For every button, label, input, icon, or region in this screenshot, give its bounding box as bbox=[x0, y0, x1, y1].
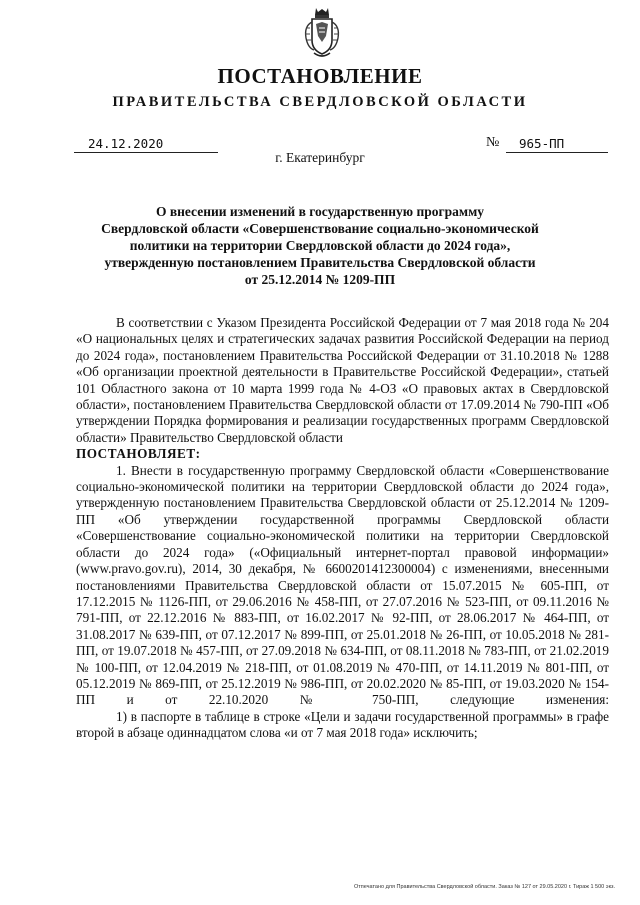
heading-line: политики на территории Свердловской области до 2024 года», bbox=[129, 238, 511, 253]
document-date: 24.12.2020 bbox=[88, 136, 164, 151]
coat-of-arms-icon bbox=[302, 6, 342, 60]
item-1-1-paragraph: 1) в паспорте в таблице в строке «Цели и задачи государственной программы» в графе второй в абзаце одиннадцатом слова «и от 7 мая 2018 года» исключить; bbox=[76, 708, 609, 741]
print-footer-note: Отпечатано для Правительства Свердловской области. Заказ № 127 от 29.05.2020 г. Тираж 1 500 экз. bbox=[354, 884, 616, 890]
heading-line: О внесении изменений в государственную программу bbox=[155, 204, 485, 219]
document-heading bbox=[80, 203, 560, 288]
preamble-paragraph: В соответствии с Указом Президента Российской Федерации от 7 мая 2018 года № 204 «О национальных целях и стратегических задачах развития Российской Федерации на период до 2024 года», постановлением Правительства Российской Федерации от 31.10.2018 № 1288 «Об организации проектной деятельности в Правительстве Российской Федерации», статьей 101 Областного закона от 10 марта 1999 года № 4-ОЗ «О правовых актах в Свердловской области», постановлением Правительства Свердловской области от 17.09.2014 № 790-ПП «Об утверждении Порядка формирования и реализации государственных программ Свердловской области» Правительство Свердловской области bbox=[76, 315, 609, 445]
number-label: № bbox=[486, 135, 500, 150]
document-body bbox=[76, 315, 609, 742]
heading-line: утвержденную постановлением Правительства Свердловской области bbox=[104, 255, 536, 270]
heading-line: от 25.12.2014 № 1209-ПП bbox=[244, 272, 396, 287]
heading-line: Свердловской области «Совершенствование социально-экономической bbox=[101, 221, 539, 236]
item-1-paragraph: 1. Внести в государственную программу Свердловской области «Совершенствование социально-экономической политики на территории Свердловской области до 2024 года», утвержденную постановлением Правительства Свердловской области от 25.12.2014 № 1209-ПП «Об утверждении государственной программы Свердловской области «Совершенствование социально-экономической политики на территории Свердловской области до 2024 года» («Официальный интернет-портал правовой информации» (www.pravo.gov.ru), 2014, 30 декабря, № 6600201412300004) с изменениями, внесенными постановлениями Правительства Свердловской области от 15.07.2015 № 605-ПП, от 17.12.2015 № 1126-ПП, от 29.06.2016 № 458-ПП, от 27.07.2016 № 523-ПП, от 09.11.2016 № 791-ПП, от 22.12.2016 № 883-ПП, от 16.02.2017 № 92-ПП, от 28.06.2017 № 464-ПП, от 31.08.2017 № 639-ПП, от 07.12.2017 № 899-ПП, от 25.01.2018 № 26-ПП, от 10.05.2018 № 281-ПП, от 19.07.2018 № 457-ПП, от 27.09.2018 № 634-ПП, от 08.11.2018 № 783-ПП, от 21.02.2019 № 100-ПП, от 12.04.2019 № 218-ПП, от 01.08.2019 № 470-ПП, от 14.11.2019 № 801-ПП, от 05.12.2019 № 869-ПП, от 25.12.2019 № 986-ПП, от 20.02.2020 № 85-ПП, от 19.03.2020 № 154-ПП и от 22.10.2020 № 750-ПП, следующие изменения: bbox=[76, 462, 609, 708]
city: г. Екатеринбург bbox=[275, 150, 365, 165]
document-number: 965-ПП bbox=[519, 136, 565, 151]
document-type-title: ПОСТАНОВЛЕНИЕ bbox=[217, 64, 423, 88]
resolve-heading: ПОСТАНОВЛЯЕТ: bbox=[76, 446, 201, 462]
issuing-authority: ПРАВИТЕЛЬСТВА СВЕРДЛОВСКОЙ ОБЛАСТИ bbox=[112, 94, 528, 110]
